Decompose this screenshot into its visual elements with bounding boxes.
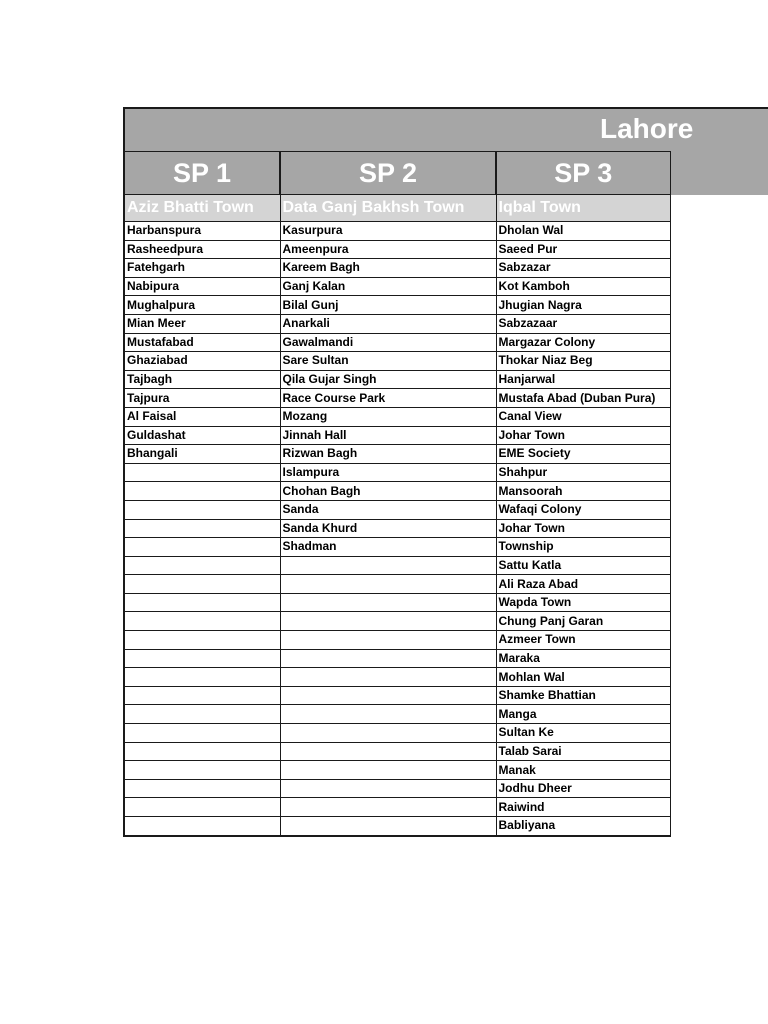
table-cell[interactable]: Harbanspura (124, 222, 280, 241)
table-cell[interactable] (280, 724, 496, 743)
table-cell[interactable] (124, 705, 280, 724)
table-row (124, 482, 670, 501)
table-cell[interactable] (280, 556, 496, 575)
table-row (124, 259, 670, 278)
table-cell[interactable] (124, 631, 280, 650)
table-row (124, 445, 670, 464)
table-cell[interactable] (280, 649, 496, 668)
table-row (124, 742, 670, 761)
table-row (124, 240, 670, 259)
table-cell[interactable]: Qila Gujar Singh (280, 370, 496, 389)
table-cell[interactable] (124, 798, 280, 817)
table-row (124, 296, 670, 315)
table-row (124, 500, 670, 519)
town-header-row (124, 195, 670, 222)
table-cell[interactable] (124, 519, 280, 538)
sp-header-row (124, 152, 670, 195)
table-cell[interactable] (124, 742, 280, 761)
table-cell[interactable]: Mustafa Abad (Duban Pura) (496, 389, 670, 408)
table-body (124, 222, 670, 836)
table-cell[interactable]: Shadman (280, 538, 496, 557)
table-cell[interactable]: Race Course Park (280, 389, 496, 408)
table-cell[interactable]: Saeed Pur (496, 240, 670, 259)
table-row (124, 593, 670, 612)
table-cell[interactable]: Sanda Khurd (280, 519, 496, 538)
table-row (124, 798, 670, 817)
table-cell[interactable]: Kasurpura (280, 222, 496, 241)
table-row (124, 649, 670, 668)
table-cell[interactable] (280, 798, 496, 817)
table-row (124, 668, 670, 687)
table-cell[interactable] (124, 538, 280, 557)
table-cell[interactable]: Johar Town (496, 519, 670, 538)
table-cell[interactable]: Chung Panj Garan (496, 612, 670, 631)
table-cell[interactable]: Wapda Town (496, 593, 670, 612)
table-cell[interactable]: Sare Sultan (280, 352, 496, 371)
table-cell[interactable]: Sabzazaar (496, 314, 670, 333)
table-row (124, 817, 670, 836)
table-cell[interactable] (280, 575, 496, 594)
table-cell[interactable]: Mohlan Wal (496, 668, 670, 687)
table-cell[interactable]: Ghaziabad (124, 352, 280, 371)
table-cell[interactable] (124, 817, 280, 836)
table-cell[interactable]: Jinnah Hall (280, 426, 496, 445)
table-cell[interactable]: Margazar Colony (496, 333, 670, 352)
table-row (124, 612, 670, 631)
table-cell[interactable]: Rasheedpura (124, 240, 280, 259)
table-cell[interactable] (124, 575, 280, 594)
table-cell[interactable] (280, 779, 496, 798)
table-cell[interactable] (280, 593, 496, 612)
table-cell[interactable] (124, 724, 280, 743)
table-cell[interactable]: Gawalmandi (280, 333, 496, 352)
town-header-3: Iqbal Town (496, 195, 670, 222)
table-row (124, 426, 670, 445)
table-row (124, 538, 670, 557)
table-row (124, 705, 670, 724)
table-row (124, 333, 670, 352)
table-cell[interactable]: Islampura (280, 463, 496, 482)
table-cell[interactable]: Mian Meer (124, 314, 280, 333)
table-cell[interactable]: EME Society (496, 445, 670, 464)
table-cell[interactable] (124, 556, 280, 575)
table-cell[interactable]: Guldashat (124, 426, 280, 445)
table-cell[interactable]: Township (496, 538, 670, 557)
table-row (124, 314, 670, 333)
table-cell[interactable]: Ali Raza Abad (496, 575, 670, 594)
table-row (124, 724, 670, 743)
column-header-sp-3: SP 3 (496, 152, 670, 195)
table-cell[interactable]: Dholan Wal (496, 222, 670, 241)
table-cell[interactable] (124, 761, 280, 780)
table-cell[interactable]: Nabipura (124, 277, 280, 296)
table-row (124, 463, 670, 482)
towns-table (123, 151, 671, 837)
table-cell[interactable] (280, 742, 496, 761)
table-cell[interactable] (124, 482, 280, 501)
table-cell[interactable]: Maraka (496, 649, 670, 668)
table-cell[interactable]: Kot Kamboh (496, 277, 670, 296)
table-cell[interactable]: Mustafabad (124, 333, 280, 352)
table-cell[interactable]: Tajpura (124, 389, 280, 408)
table-cell[interactable]: Wafaqi Colony (496, 500, 670, 519)
table-cell[interactable]: Azmeer Town (496, 631, 670, 650)
table-row (124, 556, 670, 575)
table-cell[interactable]: Kareem Bagh (280, 259, 496, 278)
table-row (124, 407, 670, 426)
table-cell[interactable]: Bhangali (124, 445, 280, 464)
table-cell[interactable] (280, 817, 496, 836)
table-row (124, 761, 670, 780)
table-cell[interactable]: Raiwind (496, 798, 670, 817)
table-cell[interactable]: Mozang (280, 407, 496, 426)
table-cell[interactable]: Mansoorah (496, 482, 670, 501)
table-row (124, 686, 670, 705)
table-row (124, 370, 670, 389)
table-row (124, 352, 670, 371)
table-cell[interactable]: Talab Sarai (496, 742, 670, 761)
table-cell[interactable]: Shamke Bhattian (496, 686, 670, 705)
table-cell[interactable]: Babliyana (496, 817, 670, 836)
table-cell[interactable] (124, 686, 280, 705)
table-cell[interactable] (124, 649, 280, 668)
town-header-2: Data Ganj Bakhsh Town (280, 195, 496, 222)
table-cell[interactable]: Manak (496, 761, 670, 780)
table-cell[interactable]: Fatehgarh (124, 259, 280, 278)
table-cell[interactable] (280, 705, 496, 724)
table-cell[interactable]: Sanda (280, 500, 496, 519)
table-cell[interactable]: Chohan Bagh (280, 482, 496, 501)
town-header-1: Aziz Bhatti Town (124, 195, 280, 222)
column-header-sp-2: SP 2 (280, 152, 496, 195)
table-cell[interactable] (280, 668, 496, 687)
table-cell[interactable] (124, 463, 280, 482)
table-cell[interactable] (124, 668, 280, 687)
table-cell[interactable]: Thokar Niaz Beg (496, 352, 670, 371)
table-row (124, 389, 670, 408)
table-cell[interactable]: Ameenpura (280, 240, 496, 259)
table-cell[interactable]: Johar Town (496, 426, 670, 445)
table-cell[interactable]: Shahpur (496, 463, 670, 482)
table-row (124, 222, 670, 241)
title-bar (123, 107, 768, 151)
table-cell[interactable] (124, 779, 280, 798)
table-cell[interactable] (124, 612, 280, 631)
table-row (124, 575, 670, 594)
table-cell[interactable]: Hanjarwal (496, 370, 670, 389)
table-cell[interactable]: Sabzazar (496, 259, 670, 278)
table-cell[interactable]: Anarkali (280, 314, 496, 333)
table-row (124, 631, 670, 650)
table-row (124, 277, 670, 296)
table-cell[interactable]: Al Faisal (124, 407, 280, 426)
table-cell[interactable]: Jhugian Nagra (496, 296, 670, 315)
table-cell[interactable] (280, 612, 496, 631)
table-cell[interactable]: Tajbagh (124, 370, 280, 389)
table-cell[interactable]: Bilal Gunj (280, 296, 496, 315)
table-cell[interactable]: Sultan Ke (496, 724, 670, 743)
table-cell[interactable]: Jodhu Dheer (496, 779, 670, 798)
table-cell[interactable]: Manga (496, 705, 670, 724)
table-cell[interactable]: Ganj Kalan (280, 277, 496, 296)
table-cell[interactable] (280, 686, 496, 705)
table-cell[interactable]: Mughalpura (124, 296, 280, 315)
column-header-sp-1: SP 1 (124, 152, 280, 195)
table-cell[interactable] (280, 631, 496, 650)
table-row (124, 519, 670, 538)
sheet-title: Lahore (600, 113, 694, 144)
table-cell[interactable] (124, 593, 280, 612)
table-cell[interactable]: Canal View (496, 407, 670, 426)
table-cell[interactable]: Sattu Katla (496, 556, 670, 575)
table-cell[interactable] (280, 761, 496, 780)
table-row (124, 779, 670, 798)
table-cell[interactable]: Rizwan Bagh (280, 445, 496, 464)
table-cell[interactable] (124, 500, 280, 519)
